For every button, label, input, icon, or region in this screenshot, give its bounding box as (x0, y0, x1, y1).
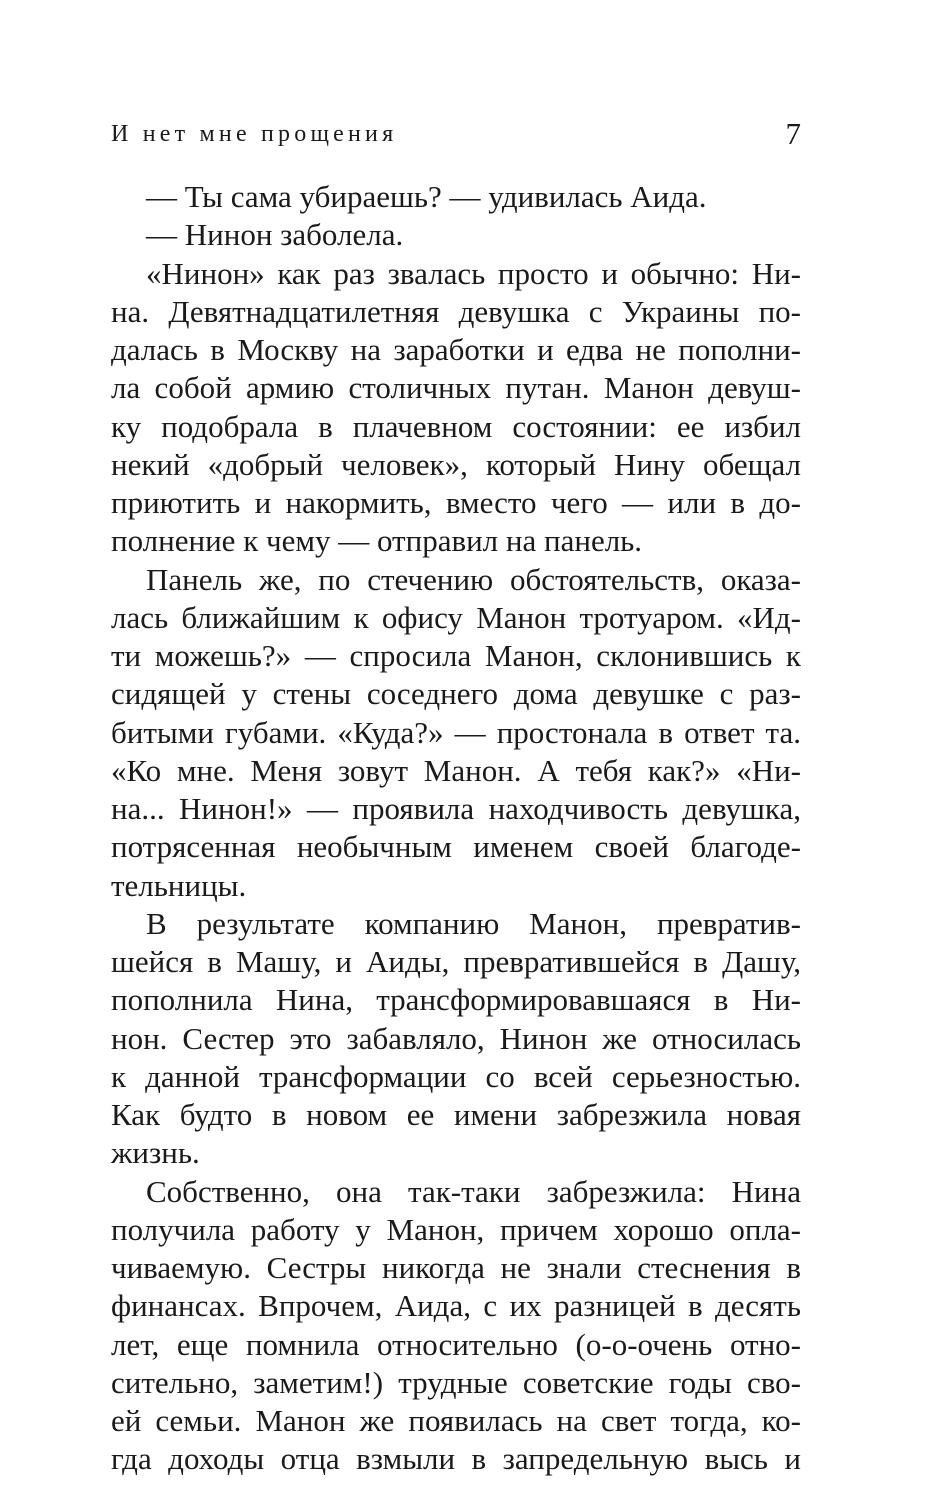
text-line: финансах. Впрочем, Аида, с их разницей в десять (111, 1288, 801, 1324)
text-line: ти можешь?» — спросила Манон, склонившись к (111, 638, 801, 673)
text-line: «Ко мне. Меня зовут Манон. А тебя как?» «Ни- (111, 752, 801, 788)
text-line: — Нинон заболела. (146, 217, 404, 253)
text-line: нон. Сестер это забавляло, Нинон же относилась (111, 1020, 801, 1056)
text-line: шейся в Машу, и Аиды, превратившейся в Дашу, (111, 944, 801, 979)
text-line: приютить и накормить, вместо чего — или в до- (111, 485, 801, 520)
text-line: Панель же, по стечению обстоятельств, оказа- (146, 561, 801, 597)
text-line: «Нинон» как раз звалась просто и обычно: Ни- (146, 255, 801, 291)
text-line: чиваемую. Сестры никогда не знали стеснения в (111, 1250, 801, 1285)
text-line: некий «добрый человек», который Нину обещал (111, 446, 801, 482)
text-line: В результате компанию Манон, превратив- (146, 905, 801, 941)
text-line: — Ты сама убираешь? — удивилась Аида. (146, 179, 707, 214)
page-header (111, 116, 801, 152)
text-line: на... Нинон!» — проявила находчивость девушка, (111, 791, 801, 826)
text-line: Как будто в новом ее имени забрезжила новая (111, 1097, 801, 1132)
text-line: жизнь. (111, 1135, 200, 1171)
text-line: потрясенная необычным именем своей благоде- (111, 829, 801, 865)
text-line: сидящей у стены соседнего дома девушке с раз- (111, 676, 801, 712)
text-line: пополнила Нина, трансформировавшаяся в Ни- (111, 982, 801, 1018)
text-line: битыми губами. «Куда?» — простонала в ответ та. (111, 714, 801, 750)
text-line: получила работу у Манон, причем хорошо опла- (111, 1211, 801, 1247)
text-line: на. Девятнадцатилетняя девушка с Украины по- (111, 293, 801, 329)
text-line: ла собой армию столичных путан. Манон девуш- (111, 370, 801, 406)
text-line: далась в Москву на заработки и едва не пополни- (111, 332, 801, 367)
text-line: Собственно, она так-таки забрезжила: Нина (146, 1173, 801, 1209)
text-line: гда доходы отца взмыли в запредельную высь и (111, 1441, 801, 1477)
text-line: лась ближайшим к офису Манон тротуаром. «Ид- (111, 599, 801, 635)
text-line: полнение к чему — отправил на панель. (111, 523, 643, 559)
text-line: ку подобрала в плачевном состоянии: ее избил (111, 408, 801, 444)
text-line: лет, еще помнила относительно (о-о-очень отно- (111, 1326, 801, 1362)
text-line: ей семьи. Манон же появилась на свет тогда, ко- (111, 1403, 801, 1438)
text-line: тельницы. (111, 867, 247, 903)
text-line: к данной трансформации со всей серьезностью. (111, 1058, 801, 1094)
running-title: И нет мне прощения (111, 121, 398, 147)
text-line: сительно, заметим!) трудные советские годы сво- (111, 1364, 801, 1400)
body-text (111, 178, 801, 1479)
page-number: 7 (785, 116, 801, 151)
